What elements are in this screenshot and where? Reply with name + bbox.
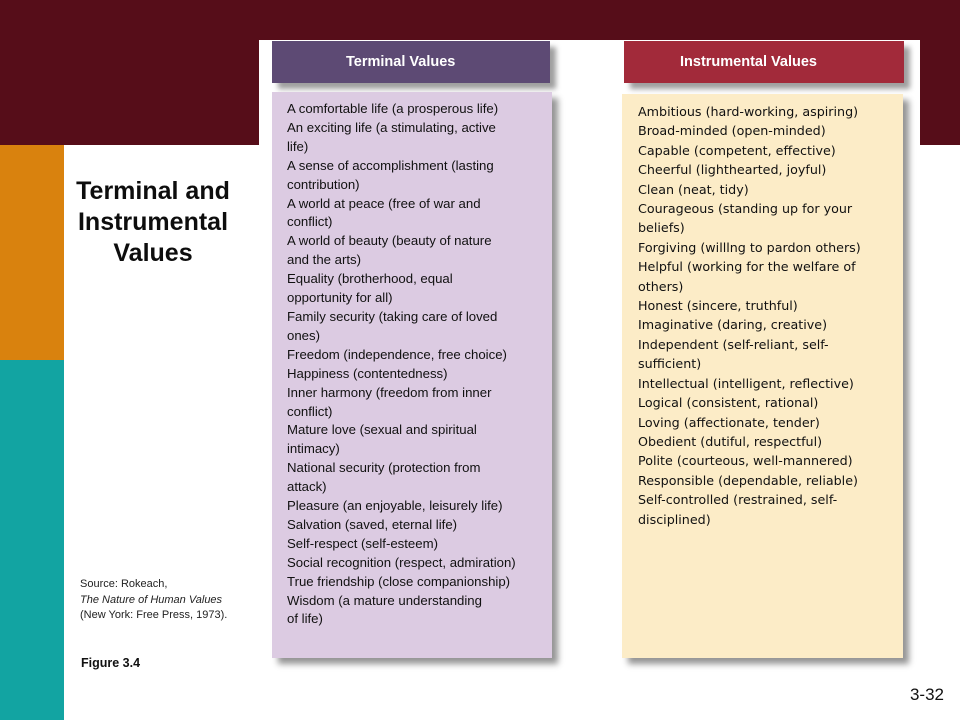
terminal-value-item: attack)	[287, 479, 327, 495]
left-accent-teal	[0, 360, 64, 720]
slide-title-line: Values	[113, 239, 193, 267]
instrumental-value-item: Obedient (dutiful, respectful)	[638, 433, 823, 449]
terminal-value-item: A comfortable life (a prosperous life)	[287, 101, 499, 116]
terminal-value-item: Family security (taking care of loved	[287, 308, 498, 324]
instrumental-value-item: Helpful (working for the welfare of	[638, 259, 856, 275]
terminal-value-item: conflict)	[287, 403, 333, 419]
instrumental-value-item: Clean (neat, tidy)	[638, 181, 749, 197]
terminal-value-item: Wisdom (a mature understanding	[287, 592, 482, 608]
source-citation	[80, 577, 230, 624]
instrumental-value-item: Responsible (dependable, reliable)	[638, 472, 858, 488]
terminal-value-item: ones)	[287, 327, 320, 343]
terminal-value-item: Inner harmony (freedom from inner	[287, 384, 492, 400]
terminal-value-item: contribution)	[287, 176, 360, 192]
instrumental-value-item: beliefs)	[638, 220, 685, 236]
instrumental-value-item: Forgiving (willlng to pardon others)	[638, 239, 861, 255]
terminal-value-item: A world at peace (free of war and	[287, 195, 481, 211]
slide-title-line: Terminal and	[76, 177, 230, 205]
terminal-values-panel	[272, 92, 552, 658]
terminal-value-item: Self-respect (self-esteem)	[287, 535, 438, 551]
terminal-value-item: National security (protection from	[287, 460, 481, 476]
terminal-value-item: A world of beauty (beauty of nature	[287, 233, 492, 249]
terminal-value-item: Social recognition (respect, admiration)	[287, 554, 516, 570]
source-prefix: Source: Rokeach,	[80, 578, 168, 590]
instrumental-value-item: Ambitious (hard-working, aspiring)	[638, 104, 859, 119]
instrumental-value-item: Imaginative (daring, creative)	[638, 317, 828, 333]
terminal-value-item: conflict)	[287, 214, 333, 230]
instrumental-value-item: Intellectual (intelligent, reflective)	[638, 375, 854, 391]
instrumental-value-item: Cheerful (lighthearted, joyful)	[638, 162, 827, 178]
terminal-value-item: Mature love (sexual and spiritual	[287, 422, 477, 438]
instrumental-values-header-label: Instrumental Values	[680, 54, 817, 70]
terminal-value-item: Freedom (independence, free choice)	[287, 346, 507, 362]
terminal-value-item: of life)	[287, 611, 323, 627]
instrumental-values-list	[622, 94, 903, 529]
instrumental-values-header	[624, 41, 904, 83]
instrumental-value-item: disciplined)	[638, 511, 711, 527]
slide-title-line: Instrumental	[77, 208, 229, 236]
instrumental-value-item: Broad-minded (open-minded)	[638, 123, 826, 139]
instrumental-value-item: Loving (affectionate, tender)	[638, 414, 820, 430]
source-book-title: The Nature of Human Values	[80, 593, 223, 606]
instrumental-value-item: Independent (self-reliant, self-	[638, 336, 829, 352]
instrumental-value-item: sufficient)	[638, 356, 702, 372]
instrumental-value-item: Capable (competent, effective)	[638, 142, 836, 158]
terminal-values-list	[272, 92, 552, 629]
source-publisher: (New York: Free Press, 1973).	[80, 609, 228, 621]
instrumental-value-item: Polite (courteous, well-mannered)	[638, 453, 853, 469]
slide-title	[64, 176, 242, 269]
instrumental-value-item: others)	[638, 278, 684, 294]
terminal-values-header	[272, 41, 550, 83]
terminal-value-item: An exciting life (a stimulating, active	[287, 119, 496, 135]
terminal-value-item: and the arts)	[287, 252, 362, 268]
instrumental-value-item: Honest (sincere, truthful)	[638, 298, 798, 314]
terminal-value-item: Pleasure (an enjoyable, leisurely life)	[287, 498, 503, 514]
terminal-value-item: A sense of accomplishment (lasting	[287, 157, 494, 173]
figure-label: Figure 3.4	[81, 656, 141, 670]
terminal-value-item: life)	[287, 138, 309, 154]
instrumental-value-item: Logical (consistent, rational)	[638, 395, 819, 411]
instrumental-values-panel	[622, 94, 903, 658]
instrumental-value-item: Self-controlled (restrained, self-	[638, 492, 838, 508]
terminal-value-item: opportunity for all)	[287, 290, 393, 306]
terminal-value-item: Salvation (saved, eternal life)	[287, 516, 458, 532]
terminal-value-item: intimacy)	[287, 441, 340, 457]
instrumental-value-item: Courageous (standing up for your	[638, 201, 853, 217]
terminal-values-header-label: Terminal Values	[346, 54, 456, 70]
left-accent-orange	[0, 145, 64, 360]
slide-number: 3-32	[909, 685, 944, 704]
terminal-value-item: Happiness (contentedness)	[287, 365, 448, 381]
terminal-value-item: Equality (brotherhood, equal	[287, 271, 453, 287]
terminal-value-item: True friendship (close companionship)	[287, 573, 511, 589]
